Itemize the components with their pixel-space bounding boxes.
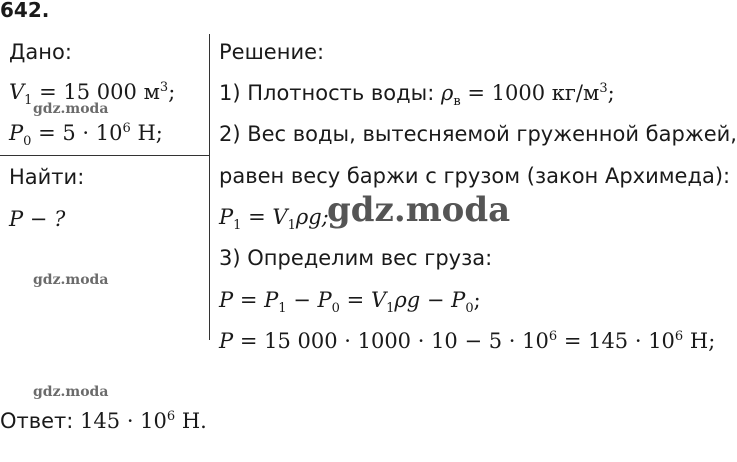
given-title: Дано: bbox=[9, 40, 72, 64]
solution-step2-line1: 2) Вес воды, вытесняемой груженной баржей, bbox=[219, 122, 737, 146]
problem-number: 642. bbox=[0, 0, 50, 22]
solution-step3: 3) Определим вес груза: bbox=[219, 246, 493, 270]
divider-horizontal bbox=[0, 155, 209, 156]
solution-step2-line2: равен весу баржи с грузом (закон Архимеда): bbox=[219, 164, 731, 188]
given-volume: $V_1 = 15$ 000 $м^3$; bbox=[9, 80, 176, 108]
answer: Ответ: $145 \cdot 10^6$ Н. bbox=[0, 409, 207, 433]
find-item: P − ? bbox=[9, 207, 66, 231]
watermark-small-1: gdz.moda bbox=[33, 101, 109, 117]
find-title: Найти: bbox=[9, 165, 85, 189]
divider-vertical bbox=[209, 34, 210, 340]
given-weight: $P_0 = 5 \cdot 10^6$ Н; bbox=[9, 121, 163, 149]
watermark-small-2: gdz.moda bbox=[33, 272, 109, 288]
formula-cargo-weight: $P = P_1 - P_0 = V_1\rho g - P_0$; bbox=[219, 288, 481, 316]
solution-step1: 1) Плотность воды: $\rho_в = 1000$ $кг/м^3$; bbox=[219, 81, 615, 109]
watermark-big: gdz.moda bbox=[327, 190, 511, 230]
watermark-small-3: gdz.moda bbox=[33, 384, 109, 400]
solution-title: Решение: bbox=[219, 40, 325, 64]
formula-archimedes: $P_1 = V_1\rho g$; bbox=[219, 205, 329, 233]
formula-numeric: P = 15 $000 \cdot 1000 \cdot 10 - 5 \cdot 10^6 = 145 \cdot 10^6$ Н; bbox=[219, 329, 716, 353]
